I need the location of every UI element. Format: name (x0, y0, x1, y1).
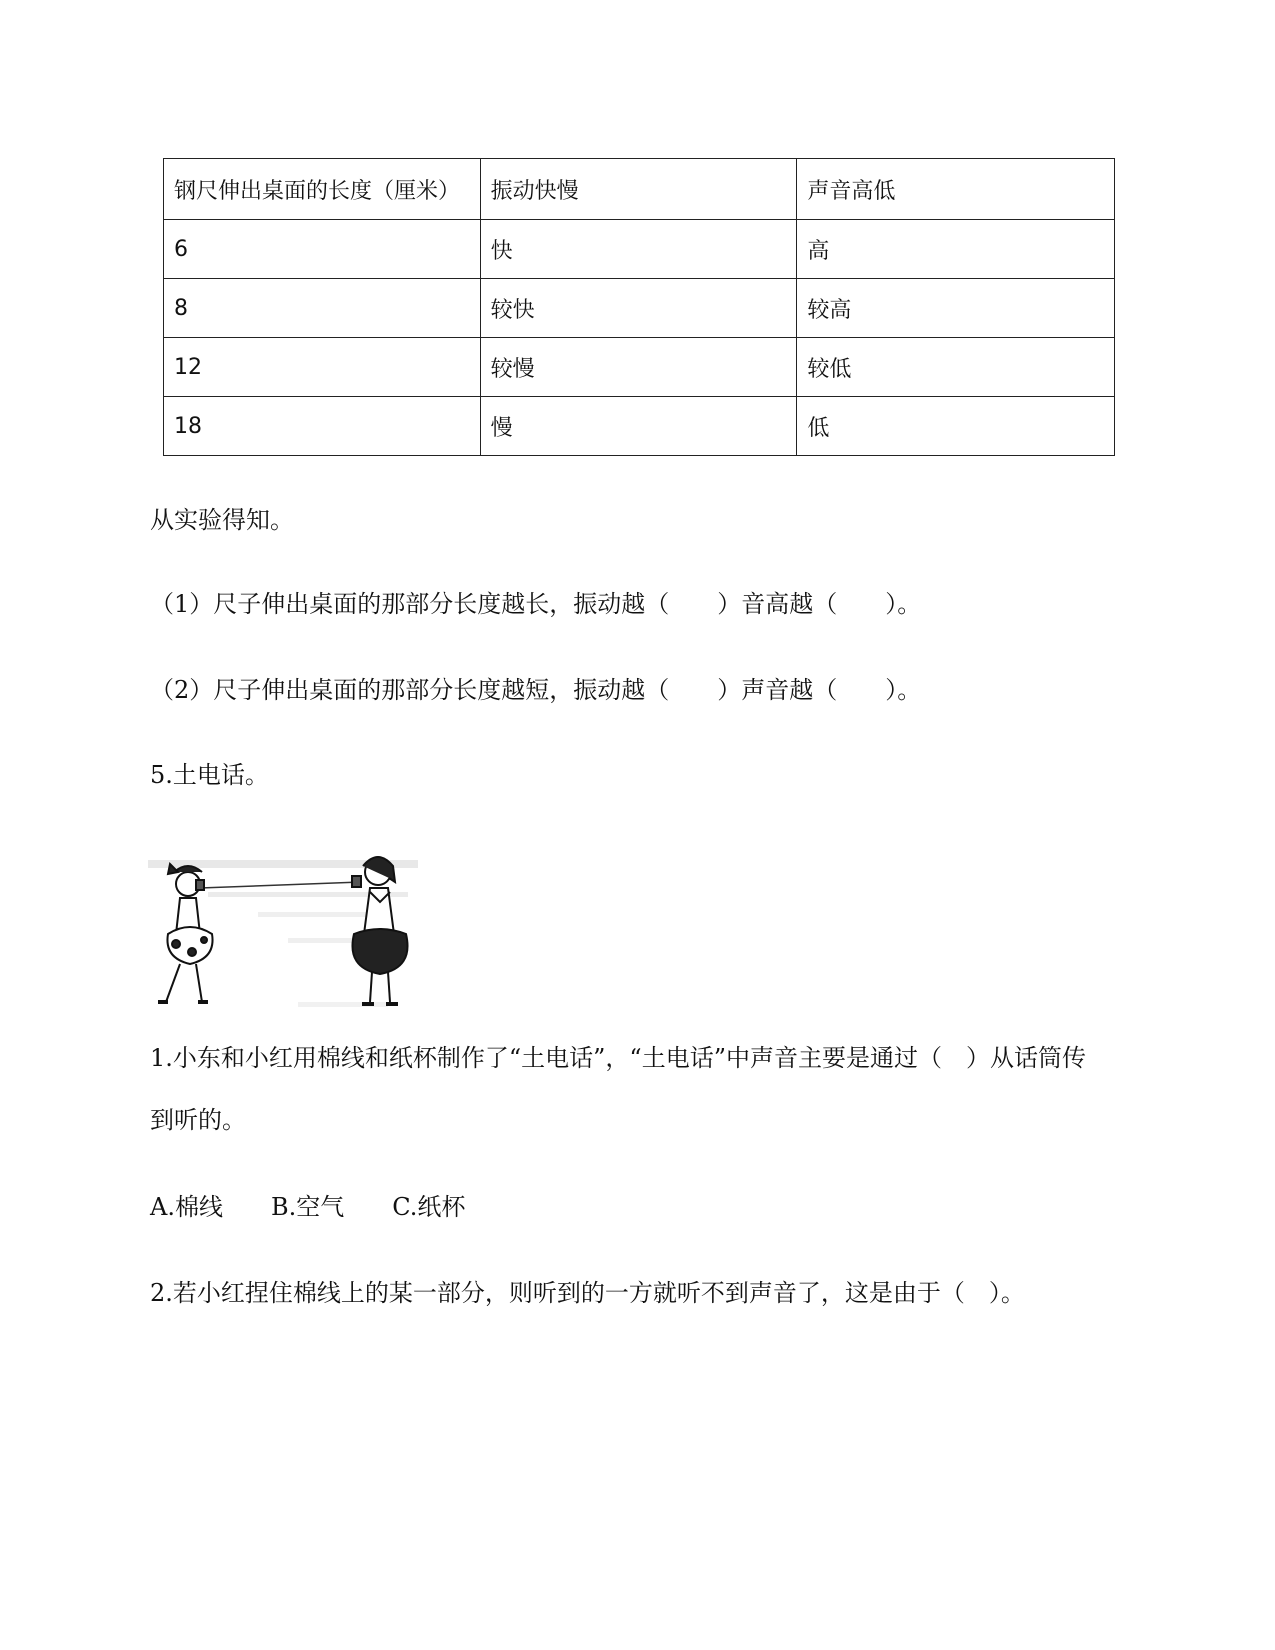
table-cell: 较快 (480, 279, 797, 338)
table-cell: 低 (797, 397, 1115, 456)
table-cell: 8 (164, 279, 481, 338)
experiment-table (163, 158, 1115, 456)
table-cell: 高 (797, 220, 1115, 279)
option-c[interactable]: C.纸杯 (392, 1193, 466, 1221)
table-cell: 较低 (797, 338, 1115, 397)
option-b[interactable]: B.空气 (270, 1193, 345, 1221)
table-cell: 12 (164, 338, 481, 397)
table-cell: 较慢 (480, 338, 797, 397)
header-cell-pitch: 声音高低 (797, 159, 1115, 220)
table-row (164, 220, 1115, 279)
conclusion-intro: 从实验得知。 (150, 506, 294, 534)
header-cell-length: 钢尺伸出桌面的长度（厘米） (164, 159, 481, 220)
table-cell: 18 (164, 397, 481, 456)
table-cell: 快 (480, 220, 797, 279)
option-a[interactable]: A.棉线 (150, 1193, 223, 1221)
table-cell: 较高 (797, 279, 1115, 338)
table-header-row (164, 159, 1115, 220)
question-2-text: 2.若小红捏住棉线上的某一部分，则听到的一方就听不到声音了，这是由于（ ）。 (150, 1279, 1025, 1307)
header-cell-vibration: 振动快慢 (480, 159, 797, 220)
conclusion-2: （2）尺子伸出桌面的那部分长度越短，振动越（ ）声音越（ ）。 (150, 676, 922, 704)
table-row (164, 338, 1115, 397)
section-title: 5.土电话。 (150, 761, 269, 789)
question-1-text-cont: 到听的。 (150, 1106, 246, 1134)
table-cell: 慢 (480, 397, 797, 456)
tin-can-phone-illustration (148, 852, 433, 1037)
table-row (164, 397, 1115, 456)
table-cell: 6 (164, 220, 481, 279)
question-1-options (150, 1195, 465, 1219)
question-1-text: 1.小东和小红用棉线和纸杯制作了“土电话”，“土电话”中声音主要是通过（ ）从话筒传 (150, 1044, 1086, 1072)
table-row (164, 279, 1115, 338)
conclusion-1: （1）尺子伸出桌面的那部分长度越长，振动越（ ）音高越（ ）。 (150, 590, 922, 618)
